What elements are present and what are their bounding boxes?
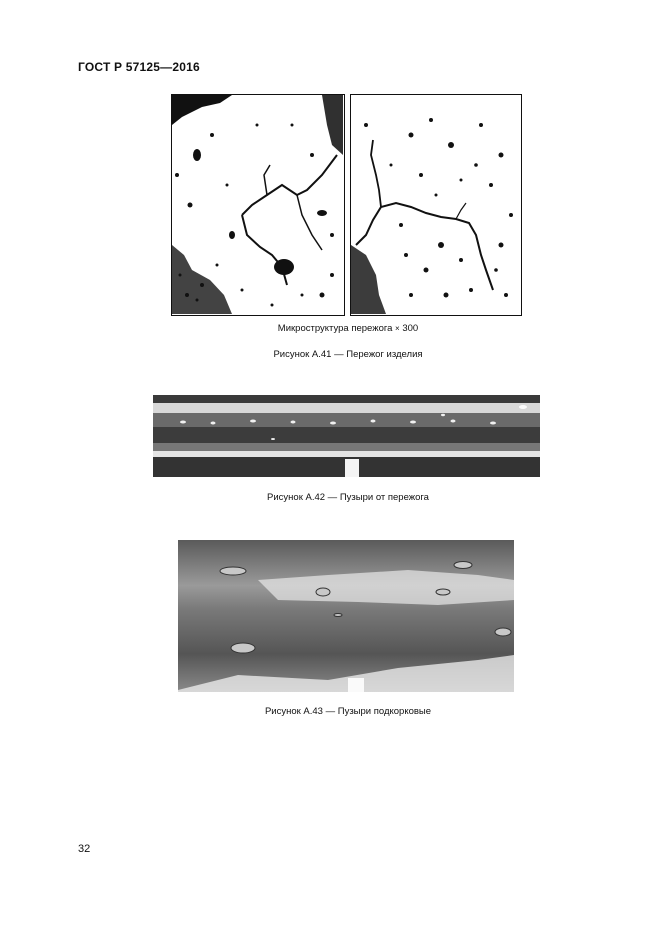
document-header: ГОСТ Р 57125—2016 — [78, 60, 200, 74]
figure-a42-photo — [153, 395, 540, 477]
figure-a43-photo — [178, 540, 514, 692]
figure-a41-caption: Рисунок А.41 — Пережог изделия — [273, 349, 423, 360]
micrograph-right — [350, 94, 522, 316]
figure-a43-caption: Рисунок А.43 — Пузыри подкорковые — [264, 706, 432, 717]
page-number: 32 — [78, 843, 91, 855]
micrograph-left — [171, 94, 345, 316]
figure-a42-caption: Рисунок А.42 — Пузыри от пережога — [267, 492, 429, 503]
figure-a41-sublabel: Микроструктура пережога × 300 — [277, 323, 419, 334]
